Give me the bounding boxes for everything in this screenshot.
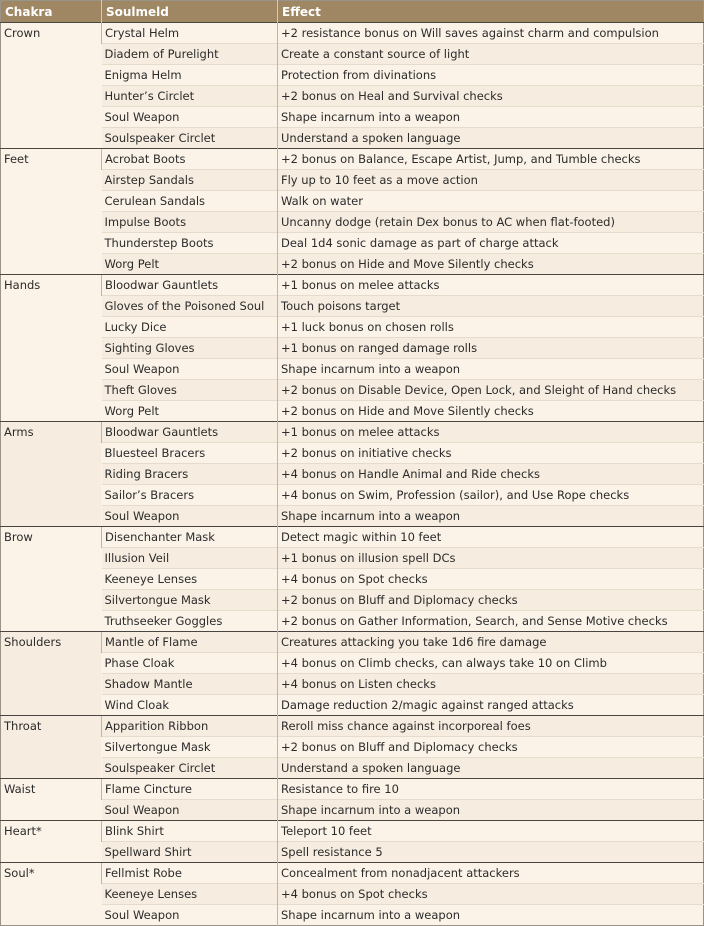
table-row (1, 275, 704, 296)
table-row (1, 107, 704, 128)
effect-cell: +4 bonus on Climb checks, can always take 10 on Climb (278, 653, 704, 674)
table-row (1, 590, 704, 611)
header-row (1, 1, 704, 23)
soulmeld-cell: Illusion Veil (102, 548, 278, 569)
soulmeld-cell: Airstep Sandals (102, 170, 278, 191)
soulmeld-cell: Soulspeaker Circlet (102, 758, 278, 779)
effect-cell: Resistance to fire 10 (278, 779, 704, 800)
chakra-cell: Shoulders (1, 632, 102, 716)
soulmeld-cell: Soul Weapon (102, 800, 278, 821)
header-effect: Effect (278, 1, 704, 23)
table-row (1, 443, 704, 464)
effect-cell: +4 bonus on Spot checks (278, 569, 704, 590)
soulmeld-cell: Mantle of Flame (102, 632, 278, 653)
effect-cell: +4 bonus on Swim, Profession (sailor), and Use Rope checks (278, 485, 704, 506)
soulmeld-cell: Silvertongue Mask (102, 737, 278, 758)
soulmeld-cell: Hunter’s Circlet (102, 86, 278, 107)
effect-cell: +2 bonus on Gather Information, Search, and Sense Motive checks (278, 611, 704, 632)
soulmeld-cell: Theft Gloves (102, 380, 278, 401)
soulmeld-cell: Wind Cloak (102, 695, 278, 716)
effect-cell: +1 bonus on illusion spell DCs (278, 548, 704, 569)
header-chakra: Chakra (1, 1, 102, 23)
effect-cell: Create a constant source of light (278, 44, 704, 65)
table-row (1, 380, 704, 401)
soulmeld-cell: Blink Shirt (102, 821, 278, 842)
table-row (1, 632, 704, 653)
effect-cell: Reroll miss chance against incorporeal foes (278, 716, 704, 737)
soulmeld-cell: Acrobat Boots (102, 149, 278, 170)
chakra-cell: Hands (1, 275, 102, 422)
soulmeld-cell: Bluesteel Bracers (102, 443, 278, 464)
table-row (1, 758, 704, 779)
table-row (1, 23, 704, 44)
soulmeld-cell: Bloodwar Gauntlets (102, 422, 278, 443)
table-row (1, 191, 704, 212)
soulmeld-cell: Cerulean Sandals (102, 191, 278, 212)
table-row (1, 653, 704, 674)
table-row (1, 821, 704, 842)
table-body (1, 23, 704, 926)
effect-cell: +1 bonus on melee attacks (278, 422, 704, 443)
table-row (1, 905, 704, 926)
table-row (1, 254, 704, 275)
effect-cell: +4 bonus on Spot checks (278, 884, 704, 905)
table-row (1, 212, 704, 233)
soulmeld-cell: Diadem of Purelight (102, 44, 278, 65)
soulmeld-cell: Apparition Ribbon (102, 716, 278, 737)
effect-cell: Walk on water (278, 191, 704, 212)
table-header (1, 1, 704, 23)
soulmeld-cell: Worg Pelt (102, 401, 278, 422)
effect-cell: Fly up to 10 feet as a move action (278, 170, 704, 191)
soulmeld-cell: Soul Weapon (102, 506, 278, 527)
effect-cell: +4 bonus on Handle Animal and Ride checks (278, 464, 704, 485)
soulmeld-cell: Soul Weapon (102, 905, 278, 926)
table-row (1, 44, 704, 65)
chakra-cell: Heart* (1, 821, 102, 863)
soulmeld-cell: Keeneye Lenses (102, 884, 278, 905)
soulmeld-cell: Sailor’s Bracers (102, 485, 278, 506)
chakra-cell: Waist (1, 779, 102, 821)
table-row (1, 359, 704, 380)
effect-cell: +2 bonus on initiative checks (278, 443, 704, 464)
soulmeld-cell: Sighting Gloves (102, 338, 278, 359)
soulmeld-cell: Crystal Helm (102, 23, 278, 44)
table-row (1, 422, 704, 443)
soulmeld-cell: Lucky Dice (102, 317, 278, 338)
soulmeld-cell: Shadow Mantle (102, 674, 278, 695)
soulmeld-cell: Enigma Helm (102, 65, 278, 86)
soulmeld-cell: Phase Cloak (102, 653, 278, 674)
effect-cell: Shape incarnum into a weapon (278, 905, 704, 926)
soulmeld-cell: Soulspeaker Circlet (102, 128, 278, 149)
effect-cell: Protection from divinations (278, 65, 704, 86)
effect-cell: +2 bonus on Balance, Escape Artist, Jump, and Tumble checks (278, 149, 704, 170)
chakra-cell: Throat (1, 716, 102, 779)
effect-cell: +2 bonus on Heal and Survival checks (278, 86, 704, 107)
soulmeld-cell: Keeneye Lenses (102, 569, 278, 590)
effect-cell: Teleport 10 feet (278, 821, 704, 842)
effect-cell: +1 bonus on melee attacks (278, 275, 704, 296)
chakra-cell: Feet (1, 149, 102, 275)
effect-cell: Uncanny dodge (retain Dex bonus to AC when flat-footed) (278, 212, 704, 233)
effect-cell: Deal 1d4 sonic damage as part of charge attack (278, 233, 704, 254)
effect-cell: Understand a spoken language (278, 758, 704, 779)
table-row (1, 296, 704, 317)
table-row (1, 317, 704, 338)
table-row (1, 842, 704, 863)
soulmeld-cell: Silvertongue Mask (102, 590, 278, 611)
soulmeld-cell: Thunderstep Boots (102, 233, 278, 254)
soulmeld-cell: Flame Cincture (102, 779, 278, 800)
table-row (1, 170, 704, 191)
soulmeld-cell: Fellmist Robe (102, 863, 278, 884)
table-row (1, 527, 704, 548)
effect-cell: +2 resistance bonus on Will saves against charm and compulsion (278, 23, 704, 44)
table-row (1, 548, 704, 569)
table-row (1, 569, 704, 590)
table-row (1, 485, 704, 506)
table-row (1, 338, 704, 359)
soulmeld-cell: Worg Pelt (102, 254, 278, 275)
effect-cell: Creatures attacking you take 1d6 fire damage (278, 632, 704, 653)
effect-cell: Shape incarnum into a weapon (278, 506, 704, 527)
table-row (1, 695, 704, 716)
table-row (1, 86, 704, 107)
effect-cell: Shape incarnum into a weapon (278, 107, 704, 128)
effect-cell: +2 bonus on Bluff and Diplomacy checks (278, 737, 704, 758)
chakra-cell: Crown (1, 23, 102, 149)
table-row (1, 863, 704, 884)
effect-cell: Spell resistance 5 (278, 842, 704, 863)
effect-cell: +1 luck bonus on chosen rolls (278, 317, 704, 338)
soulmeld-cell: Truthseeker Goggles (102, 611, 278, 632)
soulmeld-cell: Impulse Boots (102, 212, 278, 233)
table-row (1, 506, 704, 527)
table-row (1, 149, 704, 170)
table-row (1, 464, 704, 485)
soulmeld-cell: Riding Bracers (102, 464, 278, 485)
effect-cell: +1 bonus on ranged damage rolls (278, 338, 704, 359)
effect-cell: Understand a spoken language (278, 128, 704, 149)
effect-cell: Concealment from nonadjacent attackers (278, 863, 704, 884)
soulmeld-cell: Soul Weapon (102, 107, 278, 128)
soulmeld-cell: Disenchanter Mask (102, 527, 278, 548)
soulmeld-cell: Gloves of the Poisoned Soul (102, 296, 278, 317)
effect-cell: Touch poisons target (278, 296, 704, 317)
effect-cell: +2 bonus on Disable Device, Open Lock, and Sleight of Hand checks (278, 380, 704, 401)
table-row (1, 737, 704, 758)
soulmeld-cell: Bloodwar Gauntlets (102, 275, 278, 296)
table-row (1, 128, 704, 149)
table-row (1, 716, 704, 737)
table-row (1, 779, 704, 800)
chakra-cell: Brow (1, 527, 102, 632)
effect-cell: Shape incarnum into a weapon (278, 800, 704, 821)
effect-cell: Damage reduction 2/magic against ranged attacks (278, 695, 704, 716)
table-row (1, 65, 704, 86)
effect-cell: +4 bonus on Listen checks (278, 674, 704, 695)
effect-cell: +2 bonus on Bluff and Diplomacy checks (278, 590, 704, 611)
table-row (1, 884, 704, 905)
effect-cell: Detect magic within 10 feet (278, 527, 704, 548)
soulmeld-cell: Soul Weapon (102, 359, 278, 380)
table-row (1, 401, 704, 422)
table-row (1, 233, 704, 254)
header-soulmeld: Soulmeld (102, 1, 278, 23)
chakra-cell: Soul* (1, 863, 102, 926)
table-row (1, 800, 704, 821)
table-row (1, 674, 704, 695)
effect-cell: +2 bonus on Hide and Move Silently checks (278, 254, 704, 275)
effect-cell: +2 bonus on Hide and Move Silently checks (278, 401, 704, 422)
chakra-cell: Arms (1, 422, 102, 527)
soulmeld-cell: Spellward Shirt (102, 842, 278, 863)
effect-cell: Shape incarnum into a weapon (278, 359, 704, 380)
table-row (1, 611, 704, 632)
